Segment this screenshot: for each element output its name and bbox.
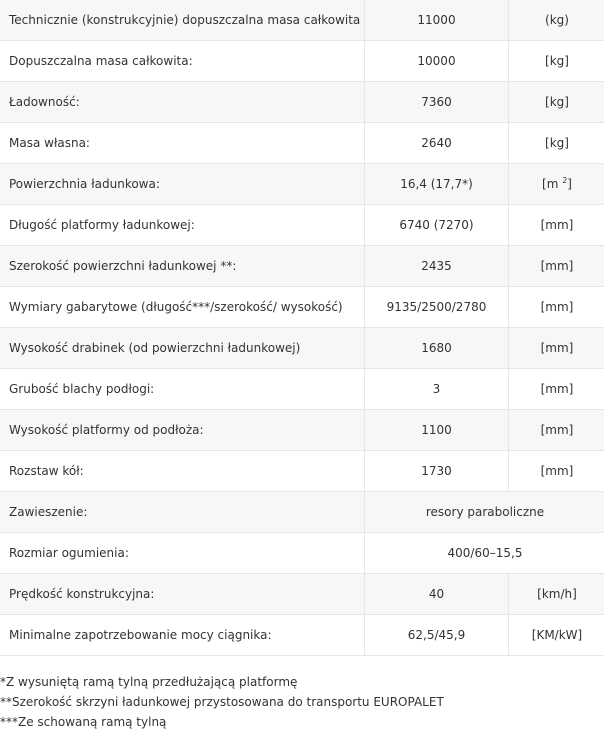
row-value: 16,4 (17,7*) [365,164,509,205]
table-row [0,82,604,123]
row-unit: (kg) [509,0,604,41]
row-value: 1100 [365,410,509,451]
row-value: 9135/2500/2780 [365,287,509,328]
row-value: 40 [365,574,509,615]
table-row [0,205,604,246]
table-row [0,0,604,41]
unit-text: [m [542,177,563,191]
table-row [0,328,604,369]
row-label: Wymiary gabarytowe (długość***/szerokość/ wysokość) [0,287,365,328]
table-row [0,451,604,492]
row-unit: [mm] [509,205,604,246]
row-unit: [mm] [509,451,604,492]
table-row [0,533,604,574]
footnote: **Szerokość skrzyni ładunkowej przystosowana do transportu EUROPALET [0,695,444,709]
row-label: Długość platformy ładunkowej: [0,205,365,246]
row-label: Dopuszczalna masa całkowita: [0,41,365,82]
row-label: Rozmiar ogumienia: [0,533,365,574]
table-row [0,123,604,164]
row-merged-value: resory paraboliczne [365,492,604,533]
row-value: 6740 (7270) [365,205,509,246]
row-unit: [mm] [509,328,604,369]
row-value: 7360 [365,82,509,123]
table-row [0,615,604,656]
table-row [0,41,604,82]
row-unit: [kg] [509,41,604,82]
footnote: ***Ze schowaną ramą tylną [0,715,167,729]
row-label: Minimalne zapotrzebowanie mocy ciągnika: [0,615,365,656]
row-label: Grubość blachy podłogi: [0,369,365,410]
row-label: Wysokość drabinek (od powierzchni ładunkowej) [0,328,365,369]
footnotes [0,672,604,732]
table-row [0,369,604,410]
row-unit: [mm] [509,246,604,287]
table-row [0,287,604,328]
row-value: 11000 [365,0,509,41]
row-value: 2640 [365,123,509,164]
row-label: Wysokość platformy od podłoża: [0,410,365,451]
row-value: 2435 [365,246,509,287]
row-label: Masa własna: [0,123,365,164]
row-unit [509,164,604,205]
footnote: *Z wysuniętą ramą tylną przedłużającą platformę [0,675,298,689]
row-label: Powierzchnia ładunkowa: [0,164,365,205]
row-unit: [kg] [509,123,604,164]
row-unit: [kg] [509,82,604,123]
row-label: Technicznie (konstrukcyjnie) dopuszczalna masa całkowita [0,0,365,41]
row-label: Prędkość konstrukcyjna: [0,574,365,615]
row-value: 10000 [365,41,509,82]
row-value: 1730 [365,451,509,492]
row-label: Rozstaw kół: [0,451,365,492]
row-label: Ładowność: [0,82,365,123]
table-row [0,164,604,205]
row-value: 62,5/45,9 [365,615,509,656]
row-value: 3 [365,369,509,410]
table-row [0,574,604,615]
row-merged-value: 400/60–15,5 [365,533,604,574]
row-unit: [mm] [509,410,604,451]
row-unit: [km/h] [509,574,604,615]
row-unit: [KM/kW] [509,615,604,656]
unit-text-end: ] [567,177,572,191]
row-unit: [mm] [509,287,604,328]
table-row [0,246,604,287]
row-label: Zawieszenie: [0,492,365,533]
table-row [0,410,604,451]
row-unit: [mm] [509,369,604,410]
unit-superscript: 2 [562,176,568,185]
table-row [0,492,604,533]
row-label: Szerokość powierzchni ładunkowej **: [0,246,365,287]
row-value: 1680 [365,328,509,369]
